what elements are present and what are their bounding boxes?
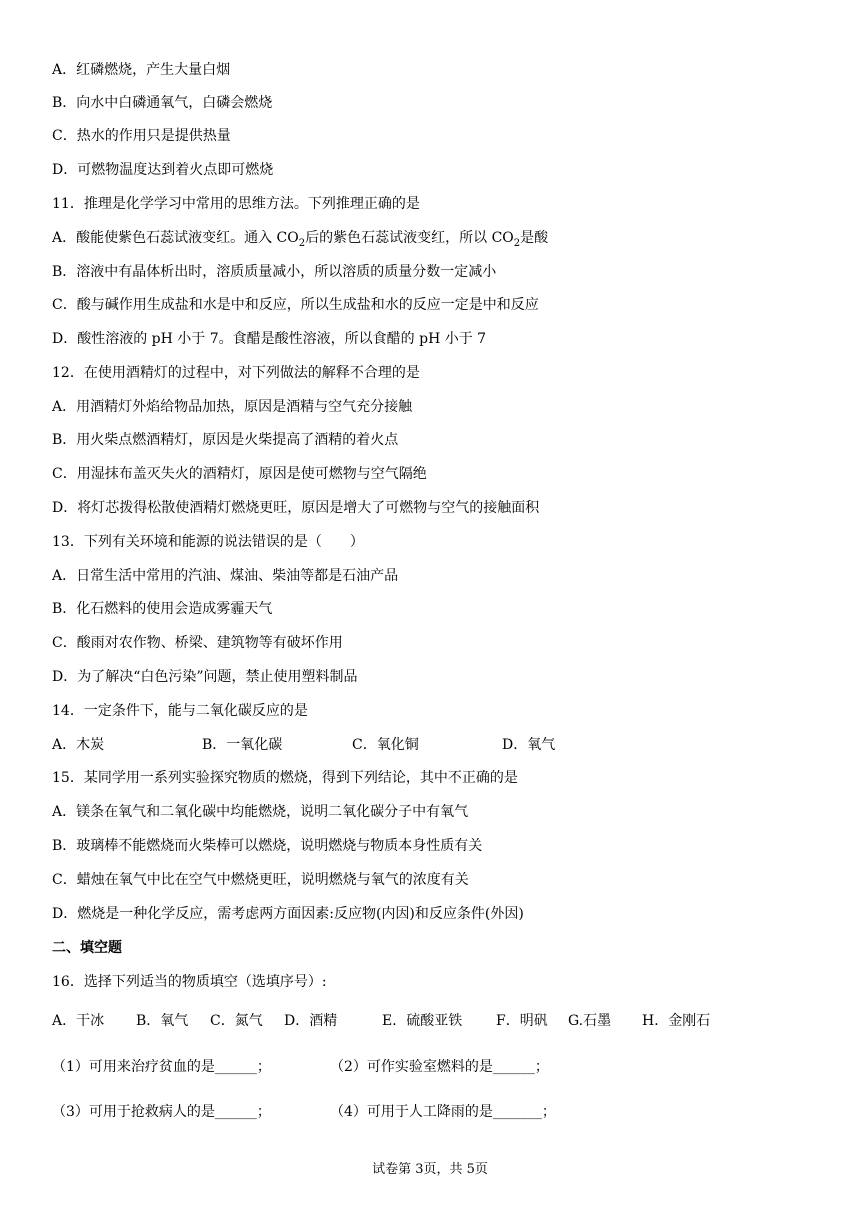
line-a1: A．红磷燃烧，产生大量白烟 <box>52 62 231 78</box>
q16-stem: 16．选择下列适当的物质填空（选填序号）: <box>52 974 327 990</box>
q14-option-a: A．木炭 <box>52 737 105 753</box>
q12-option-b: B．用火柴点燃酒精灯，原因是火柴提高了酒精的着火点 <box>52 432 399 448</box>
q16-choice-g: G.石墨 <box>568 1013 612 1029</box>
q13-option-a: A．日常生活中常用的汽油、煤油、柴油等都是石油产品 <box>52 568 399 584</box>
q16-sub3: （3）可用于抢救病人的是______； <box>52 1104 271 1120</box>
q15-option-a: A．镁条在氧气和二氧化碳中均能燃烧，说明二氧化碳分子中有氧气 <box>52 804 469 820</box>
q16-choice-a: A．干冰 <box>52 1013 105 1029</box>
q15-option-b: B．玻璃棒不能燃烧而火柴棒可以燃烧，说明燃烧与物质本身性质有关 <box>52 838 483 854</box>
q12-stem: 12．在使用酒精灯的过程中，对下列做法的解释不合理的是 <box>52 365 420 381</box>
line-a2: B．向水中白磷通氧气，白磷会燃烧 <box>52 95 273 111</box>
q15-stem: 15．某同学用一系列实验探究物质的燃烧，得到下列结论，其中不正确的是 <box>52 770 518 786</box>
q16-choice-d: D．酒精 <box>284 1013 338 1029</box>
q14-stem: 14．一定条件下，能与二氧化碳反应的是 <box>52 703 308 719</box>
q12-option-a: A．用酒精灯外焰给物品加热，原因是酒精与空气充分接触 <box>52 399 413 415</box>
q16-choice-c: C．氮气 <box>210 1013 263 1029</box>
q16-sub1: （1）可用来治疗贫血的是______； <box>52 1059 271 1075</box>
q11-option-d: D．酸性溶液的 pH 小于 7。食醋是酸性溶液，所以食醋的 pH 小于 7 <box>52 331 487 347</box>
q11-option-c: C．酸与碱作用生成盐和水是中和反应，所以生成盐和水的反应一定是中和反应 <box>52 297 539 313</box>
q11-a-part2: 后的紫色石蕊试液变红，所以 CO <box>305 230 514 246</box>
q14-option-c: C．氧化铜 <box>352 737 419 753</box>
section-title: 二、填空题 <box>52 940 122 956</box>
q11-option-b: B．溶液中有晶体析出时，溶质质量减小，所以溶质的质量分数一定减小 <box>52 264 497 280</box>
q15-option-d: D．燃烧是一种化学反应，需考虑两方面因素:反应物(内因)和反应条件(外因) <box>52 906 524 922</box>
q13-option-c: C．酸雨对农作物、桥梁、建筑物等有破坏作用 <box>52 635 343 651</box>
q14-option-b: B．一氧化碳 <box>202 737 283 753</box>
q16-sub2: （2）可作实验室燃料的是______； <box>330 1059 549 1075</box>
q11-stem: 11．推理是化学学习中常用的思维方法。下列推理正确的是 <box>52 196 420 212</box>
q11-a-part1: A．酸能使紫色石蕊试液变红。通入 CO <box>52 230 299 246</box>
line-a3: C．热水的作用只是提供热量 <box>52 128 231 144</box>
q12-option-c: C．用湿抹布盖灭失火的酒精灯，原因是使可燃物与空气隔绝 <box>52 466 427 482</box>
q16-choice-e: E．硫酸亚铁 <box>382 1013 463 1029</box>
q12-option-d: D．将灯芯拨得松散使酒精灯燃烧更旺，原因是增大了可燃物与空气的接触面积 <box>52 500 540 516</box>
q16-sub4: （4）可用于人工降雨的是_______； <box>330 1104 556 1120</box>
q16-choice-b: B．氧气 <box>136 1013 189 1029</box>
subscript: 2 <box>298 237 306 249</box>
q13-stem: 13．下列有关环境和能源的说法错误的是（ ） <box>52 534 364 550</box>
q15-option-c: C．蜡烛在氧气中比在空气中燃烧更旺，说明燃烧与氧气的浓度有关 <box>52 872 469 888</box>
q16-choice-f: F．明矾 <box>496 1013 548 1029</box>
q16-choice-h: H．金刚石 <box>642 1013 711 1029</box>
q13-option-b: B．化石燃料的使用会造成雾霾天气 <box>52 601 273 617</box>
subscript: 2 <box>513 237 521 249</box>
q11-option-a <box>52 228 548 254</box>
q14-option-d: D．氧气 <box>502 737 556 753</box>
q13-option-d: D．为了解决“白色污染”问题，禁止使用塑料制品 <box>52 669 358 685</box>
q11-a-part3: 是酸 <box>520 230 549 246</box>
page-footer: 试卷第 3页，共 5页 <box>372 1162 488 1177</box>
line-a4: D．可燃物温度达到着火点即可燃烧 <box>52 162 274 178</box>
